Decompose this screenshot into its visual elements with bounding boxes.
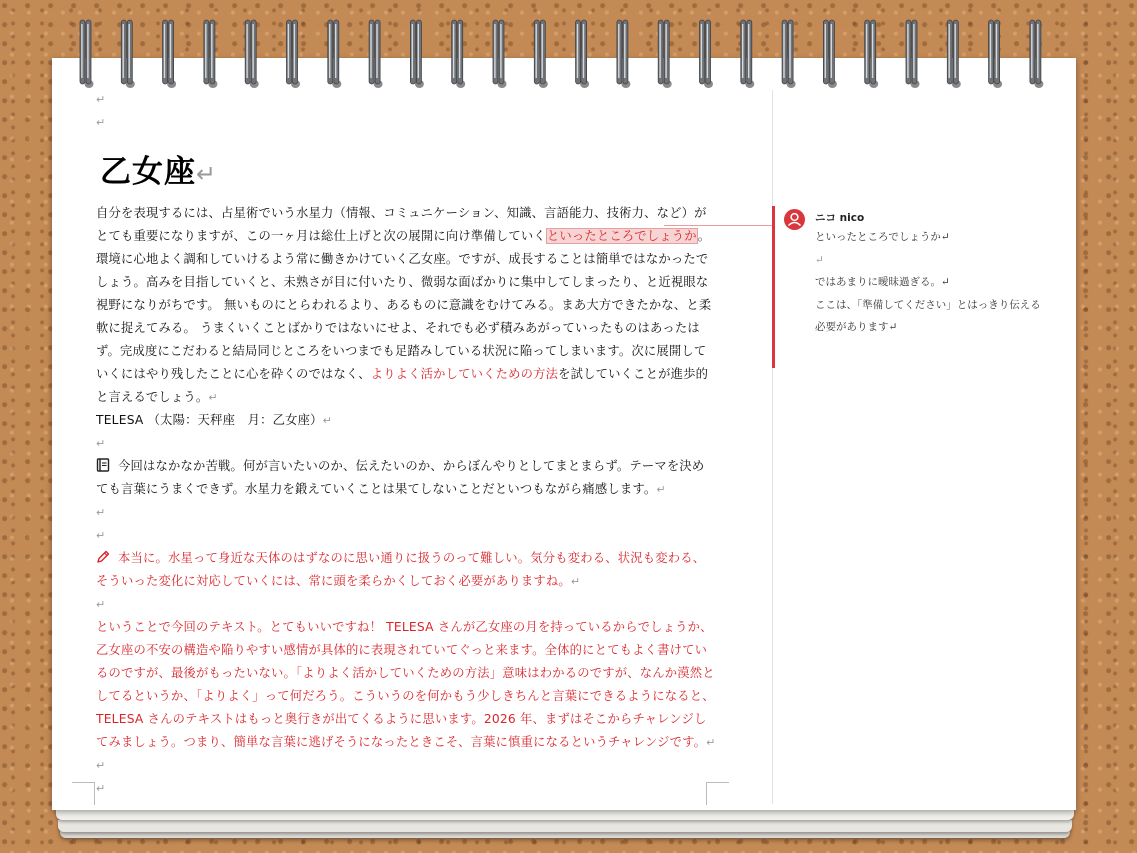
red-emphasis-text: よりよく活かしていくための方法 [370, 367, 559, 381]
pencil-icon [96, 550, 110, 564]
paragraph-mark: ↵ [656, 483, 666, 496]
feedback-text: ということで今回のテキスト。とてもいいですね！ TELESA さんが乙女座の月を持っているからでしょうか、乙女座の不安の構造や陥りやすい感情が具体的に表現されていてぐっと来ます。全体的にとてもよく書けているのですが、最後がもったいない。「よりよく活かしていくための方法」意味はわかるのですが、なんか漠然としてるというか、「よりよく」って何だろう。こういうのを何かもう少しきちんと言葉にできるようになると、TELESA さんのテキストはもっと奥行きが出てくるように思います。2026 年、まずはそこからチャレンジしてみましょう。つまり、簡単な言葉に逃げそうになったときこそ、言葉に慎重になるというチャレンジです。 [96, 620, 715, 749]
comment-pane-divider [772, 90, 773, 804]
comment-line: といったところでしょうか↵ [815, 231, 950, 243]
feedback-paragraph-2 [96, 616, 716, 754]
comment-author: ニコ nico [815, 212, 865, 224]
person-icon [784, 209, 805, 230]
body-paragraph [96, 202, 716, 409]
empty-paragraph: ↵ [96, 759, 106, 772]
note-text: 今回はなかなか苦戦。何が言いたいのか、伝えたいのか、からぼんやりとしてまとまらず。テーマを決めても言葉にうまくできず。水星力を鍛えていくことは果てしないことだといつもながら痛感します。 [96, 459, 705, 496]
empty-paragraph: ↵ [96, 116, 106, 129]
paper-stack-edge-2 [58, 820, 1072, 832]
empty-paragraph: ↵ [96, 782, 106, 795]
signature-text: TELESA （太陽：天秤座 月：乙女座） [96, 413, 323, 427]
comment-line: ↵ [815, 253, 824, 266]
user-avatar-icon [784, 209, 805, 230]
paragraph-mark: ↵ [196, 160, 218, 188]
paragraph-mark: ↵ [208, 391, 218, 404]
comment-line: ではあまりに曖昧過ぎる。↵ [815, 276, 950, 288]
paragraph-mark: ↵ [706, 736, 716, 749]
document-title [100, 150, 716, 196]
crop-mark-bottom-left [72, 782, 95, 805]
comment-indicator-bar [772, 206, 775, 368]
comment-body [815, 226, 1065, 339]
empty-paragraph: ↵ [96, 598, 106, 611]
signature-line [96, 409, 716, 432]
body-text: 。 環境に心地よく調和していけるよう常に働きかけていく乙女座。ですが、成長することは簡単ではなかったでしょう。高みを目指していくと、未熟さが目に付いたり、微弱な面ばかりに集中してしまったり、と近視眼な視野になりがちです。 無いものにとらわれるより、あるものに意識をむけてみる。まあ大方できたかな、と柔軟に捉えてみる。 うまくいくことばかりではないにせよ、それでも必ず積みあがっていったものはあったはず。完成度にこだわると結局同じところをいつまでも足踏みしている状況に陥ってしまいます。次に展開していくにはやり残したことに心を砕くのではなく、 [96, 229, 712, 381]
empty-paragraph: ↵ [96, 529, 106, 542]
paragraph-mark: ↵ [322, 414, 333, 427]
empty-paragraph: ↵ [96, 93, 106, 106]
feedback-paragraph-1 [96, 547, 716, 593]
body-text: 自分を表現するには、占星術でいう水星力（情報、コミュニケーション、知識、言語能力、技術力、など）がとても重要になりますが、この一ヶ月は総仕上げと次の展開に向け準備していく [96, 206, 707, 243]
document-body[interactable] [96, 88, 716, 800]
empty-paragraph: ↵ [96, 506, 106, 519]
title-text: 乙女座 [100, 154, 196, 190]
feedback-text: 本当に。水星って身近な天体のはずなのに思い通りに扱うのって難しい。気分も変わる、状況も変わる、そういった変化に対応していくには、常に頭を柔らかくしておく必要がありますね。 [96, 551, 706, 588]
author-note [96, 455, 716, 501]
body-text: を試していくことが進歩的と言えるでしょう。 [96, 367, 709, 404]
comment-line: ここは、「準備してください」とはっきり伝える [815, 298, 1041, 311]
notebook-icon [96, 458, 110, 472]
comment-line: 必要があります↵ [815, 321, 898, 333]
empty-paragraph: ↵ [96, 437, 106, 450]
paragraph-mark: ↵ [570, 575, 581, 588]
commented-highlight[interactable]: といったところでしょうか [546, 229, 697, 243]
